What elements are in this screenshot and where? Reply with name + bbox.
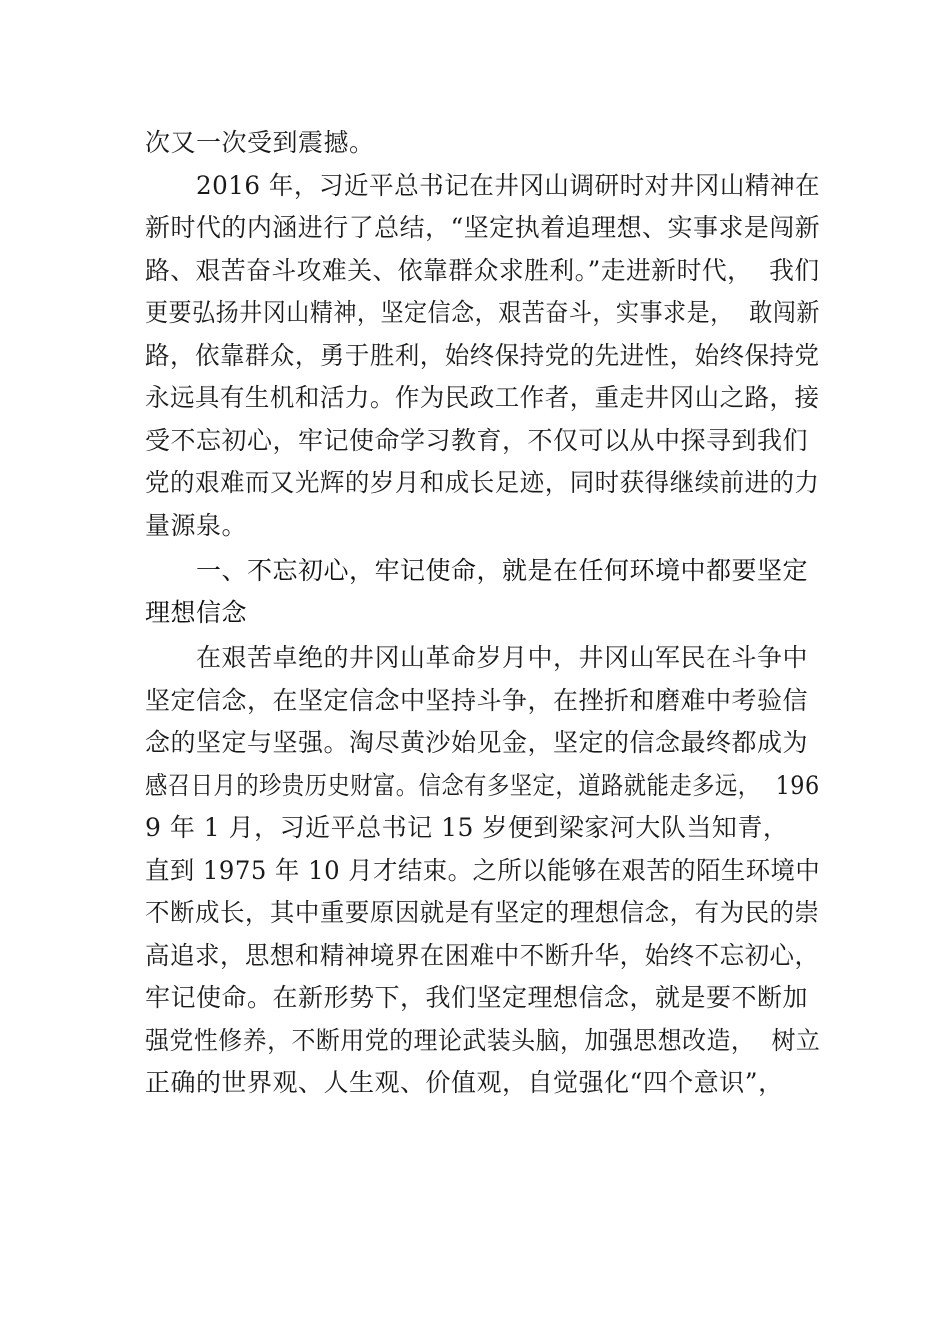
- paragraph-line: 2016 年，习近平总书记在井冈山调研时对井冈山精神在: [196, 171, 821, 200]
- paragraph-line: 感召日月的珍贵历史财富。信念有多坚定，道路就能走多远， 196: [145, 771, 820, 800]
- paragraph-line: 永远具有生机和活力。作为民政工作者，重走井冈山之路，接: [145, 383, 820, 412]
- paragraph-line: 量源泉。: [145, 511, 248, 540]
- paragraph-line: 更要弘扬井冈山精神，坚定信念，艰苦奋斗，实事求是， 敢闯新: [145, 298, 820, 327]
- paragraph-line: 正确的世界观、人生观、价值观，自觉强化“四个意识”，: [145, 1068, 784, 1097]
- paragraph-line: 受不忘初心，牢记使命学习教育，不仅可以从中探寻到我们: [145, 426, 809, 455]
- paragraph-line: 新时代的内涵进行了总结，“坚定执着追理想、实事求是闯新: [145, 213, 821, 242]
- section-heading: 理想信念: [145, 598, 248, 627]
- paragraph-line: 高追求，思想和精神境界在困难中不断升华，始终不忘初心，: [145, 941, 820, 970]
- paragraph-line: 路，依靠群众，勇于胜利，始终保持党的先进性，始终保持党: [145, 341, 820, 370]
- paragraph-line: 党的艰难而又光辉的岁月和成长足迹，同时获得继续前进的力: [145, 468, 820, 497]
- paragraph-line: 强党性修养，不断用党的理论武装头脑，加强思想改造， 树立: [145, 1026, 821, 1055]
- paragraph-line: 不断成长，其中重要原因就是有坚定的理想信念，有为民的崇: [145, 898, 820, 927]
- paragraph-line: 9 年 1 月，习近平总书记 15 岁便到梁家河大队当知青，: [145, 813, 789, 842]
- paragraph-line: 次又一次受到震撼。: [145, 128, 375, 157]
- paragraph-line: 在艰苦卓绝的井冈山革命岁月中，井冈山军民在斗争中: [196, 643, 809, 672]
- paragraph-line: 路、艰苦奋斗攻难关、依靠群众求胜利。”走进新时代， 我们: [145, 256, 820, 285]
- section-heading: 一、不忘初心，牢记使命，就是在任何环境中都要坚定: [196, 556, 809, 585]
- paragraph-line: 牢记使命。在新形势下，我们坚定理想信念，就是要不断加: [145, 983, 809, 1012]
- paragraph-line: 直到 1975 年 10 月才结束。之所以能够在艰苦的陌生环境中: [145, 856, 821, 885]
- paragraph-line: 坚定信念，在坚定信念中坚持斗争，在挫折和磨难中考验信: [145, 686, 809, 715]
- paragraph-line: 念的坚定与坚强。淘尽黄沙始见金，坚定的信念最终都成为: [145, 728, 809, 757]
